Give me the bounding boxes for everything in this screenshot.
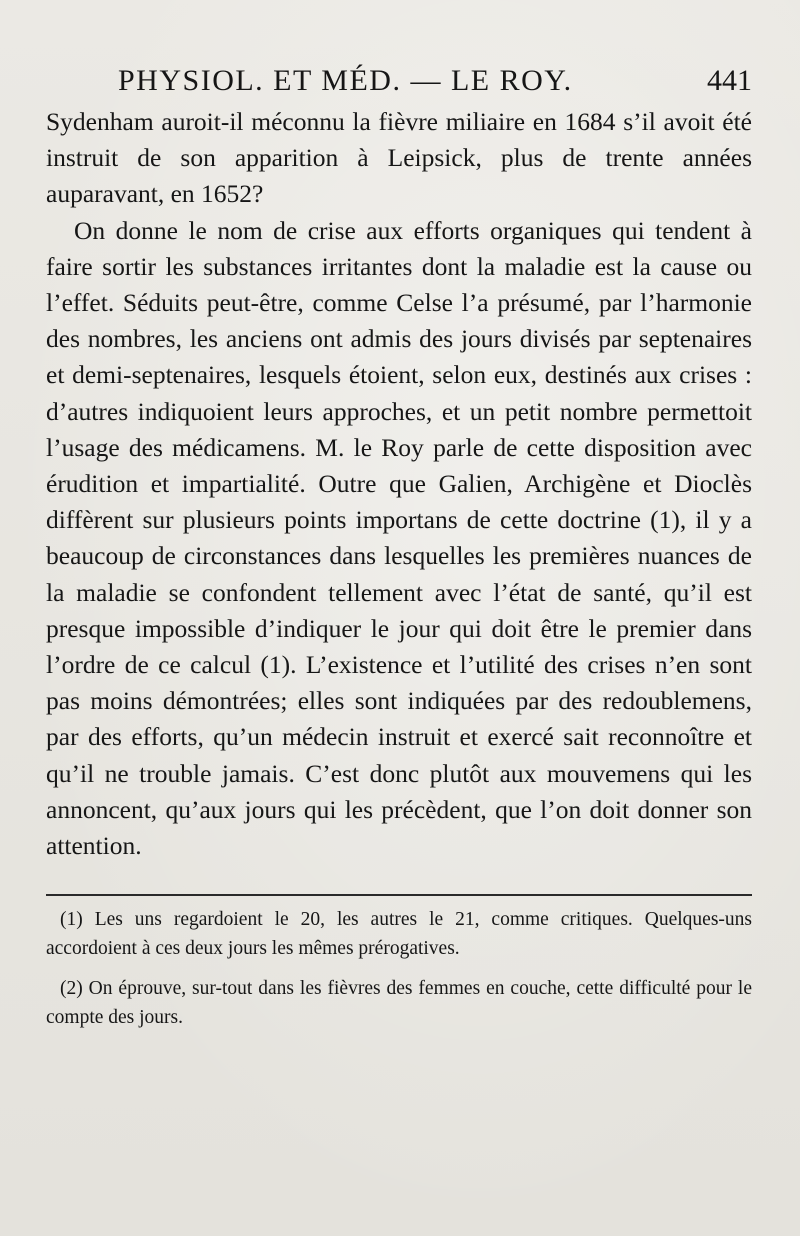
running-header	[46, 64, 752, 104]
footnote-2: (2) On éprouve, sur-tout dans les fièvres des femmes en couche, cette difficulté pour le compte des jours.	[46, 978, 752, 1028]
page-number: 441	[707, 64, 752, 97]
paragraph-1: Sydenham auroit-il méconnu la fièvre miliaire en 1684 s’il avoit été instruit de son apparition à Leipsick, plus de trente années auparavant, en 1652?	[46, 107, 752, 209]
paragraph-2: On donne le nom de crise aux efforts organiques qui tendent à faire sortir les substances irritantes dont la maladie est la cause ou l’effet. Séduits peut-être, comme Celse l’a présumé, par l’harmonie des nombres, les anciens ont admis des jours divisés par septenaires et demi-septenaires, lesquels étoient, selon eux, destinés aux crises : d’autres indiquoient leurs approches, et un petit nombre permettoit l’usage des médicamens. M. le Roy parle de cette disposition avec érudition et impartialité. Outre que Galien, Archigène et Dioclès diffèrent sur plusieurs points importans de cette doctrine (1), il y a beaucoup de circonstances dans lesquelles les premières nuances de la maladie se confondent tellement avec l’état de santé, qu’il est presque impossible d’indiquer le jour qui doit être le premier dans l’ordre de ce calcul (1). L’existence et l’utilité des crises n’en sont pas moins démontrées; elles sont indiquées par des redoublemens, par des efforts, qu’un médecin instruit et exercé sait reconnoître et qu’il ne trouble jamais. C’est donc plutôt aux mouvemens qui les annoncent, qu’aux jours qui les précèdent, que l’on doit donner son attention.	[46, 215, 752, 861]
footnotes	[46, 906, 752, 1032]
footnote-1: (1) Les uns regardoient le 20, les autres le 21, comme critiques. Quelques-uns accordoient à ces deux jours les mêmes prérogatives.	[46, 909, 752, 959]
main-text	[46, 104, 752, 864]
running-title: PHYSIOL. ET MÉD. — LE ROY.	[118, 64, 573, 97]
footnote-rule	[46, 894, 752, 896]
